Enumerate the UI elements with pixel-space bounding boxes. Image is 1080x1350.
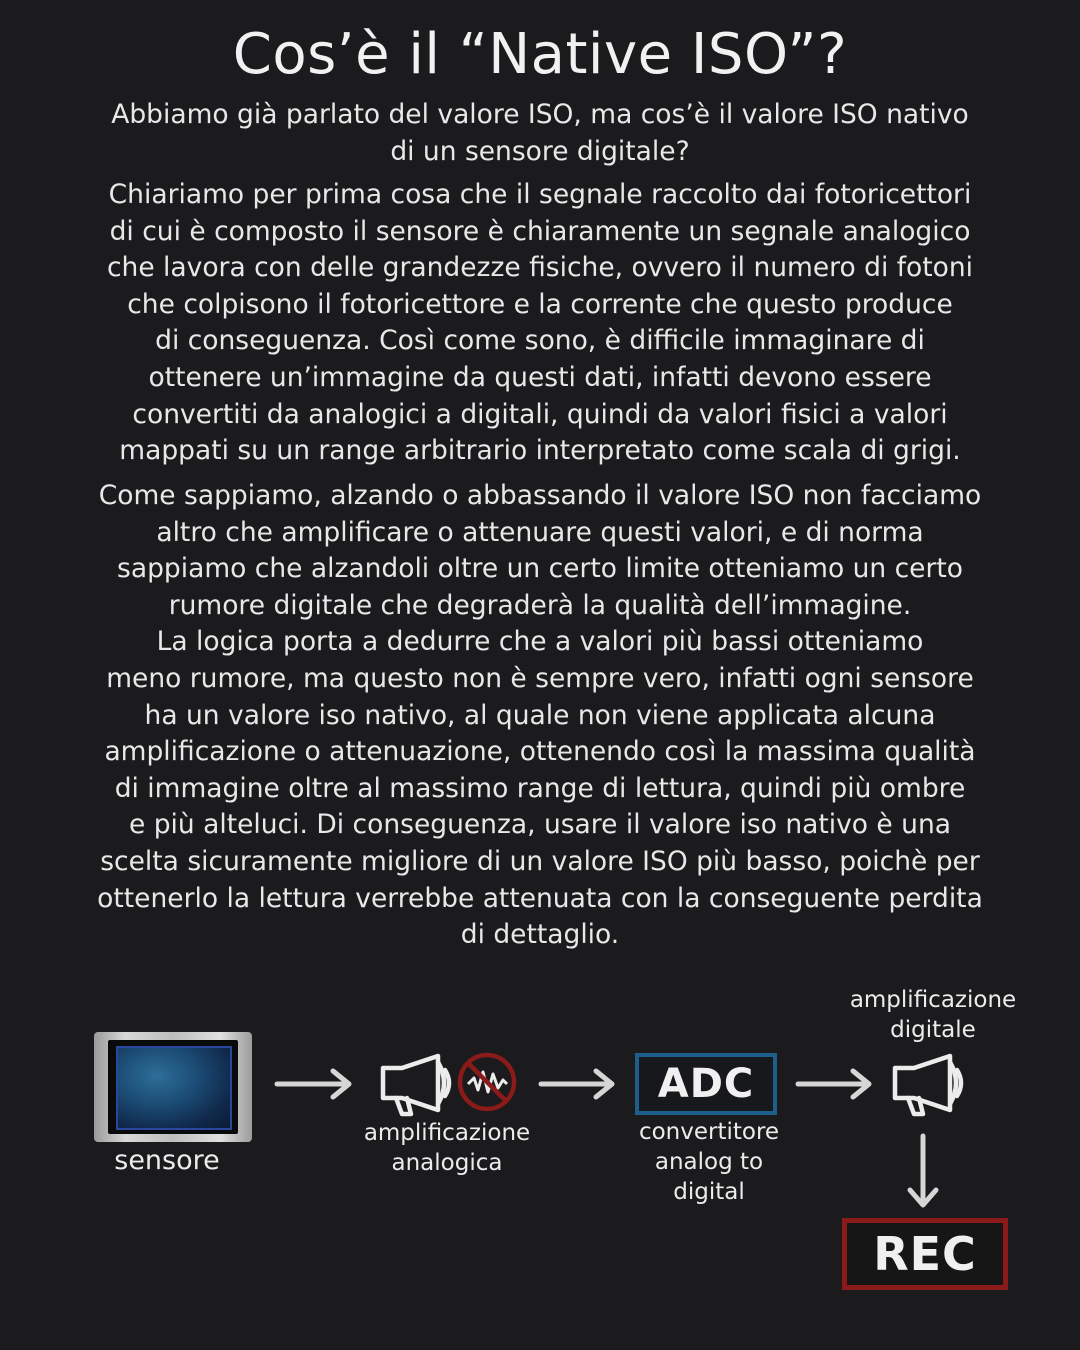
text-line: sappiamo che alzandoli oltre un certo limite otteniamo un certo [117,553,963,585]
sensor-label: sensore [114,1145,220,1176]
text-line: di un sensore digitale? [390,135,690,167]
text-line: meno rumore, ma questo non è sempre vero, infatti ogni sensore [106,662,974,694]
adc-badge: ADC [635,1053,777,1115]
no-noise-icon [460,1055,514,1109]
text-line: scelta sicuramente migliore di un valore ISO più basso, poichè per [100,845,980,877]
text-line: di cui è composto il sensore è chiaramente un segnale analogico [109,215,971,247]
text-line: di conseguenza. Così come sono, è difficile immaginare di [155,325,925,357]
arrow-right-icon [541,1071,612,1097]
digital-amplification-label [838,985,1028,1045]
text-line: ottenere un’immagine da questi dati, infatti devono essere [148,361,932,393]
arrow-right-icon [277,1071,349,1097]
rec-badge: REC [842,1218,1008,1290]
text-line: che lavora con delle grandezze fisiche, ovvero il numero di fotoni [106,252,974,284]
page-title: Cos’è il “Native ISO”? [232,22,848,87]
label-line: amplificazione [849,987,1017,1013]
text-line: La logica porta a dedurre che a valori più bassi otteniamo [156,626,924,658]
text-line: che colpisono il fotoricettore e la corrente che questo produce [127,288,953,320]
text-line: mappati su un range arbitrario interpretato come scala di grigi. [119,435,961,467]
analog-amplification-label [352,1118,542,1178]
adc-label [620,1117,798,1207]
arrow-down-icon [910,1136,936,1205]
text-line: convertiti da analogici a digitali, quindi da valori fisici a valori [132,398,948,430]
text-line: e più alteluci. Di conseguenza, usare il valore iso nativo è una [129,809,951,841]
text-line: amplificazione o attenuazione, ottenendo così la massima qualità [104,736,976,768]
label-line: digitale [890,1017,976,1043]
text-line: ha un valore iso nativo, al quale non viene applicata alcuna [144,699,936,731]
label-line: analog to [654,1149,764,1175]
text-line: rumore digitale che degraderà la qualità dell’immagine. [168,589,912,621]
label-line: digital [673,1179,745,1205]
text-line: Chiariamo per prima cosa che il segnale raccolto dai fotoricettori [108,179,972,210]
label-line: convertitore [638,1119,780,1145]
text-line: di immagine oltre al massimo range di lettura, quindi più ombre [114,772,966,804]
text-line: di dettaglio. [460,919,620,951]
label-line: amplificazione [363,1120,531,1146]
text-line: altro che amplificare o attenuare questi valori, e di norma [156,516,924,548]
label-line: analogica [391,1150,503,1176]
text-line: ottenerlo la lettura verrebbe attenuata con la conseguente perdita [97,882,983,914]
arrow-right-icon [798,1071,869,1097]
megaphone-icon [383,1056,449,1114]
text-line: Come sappiamo, alzando o abbassando il valore ISO non facciamo [98,480,982,511]
text-line: Abbiamo già parlato del valore ISO, ma cos’è il valore ISO nativo [111,99,969,130]
megaphone-icon [895,1056,961,1114]
